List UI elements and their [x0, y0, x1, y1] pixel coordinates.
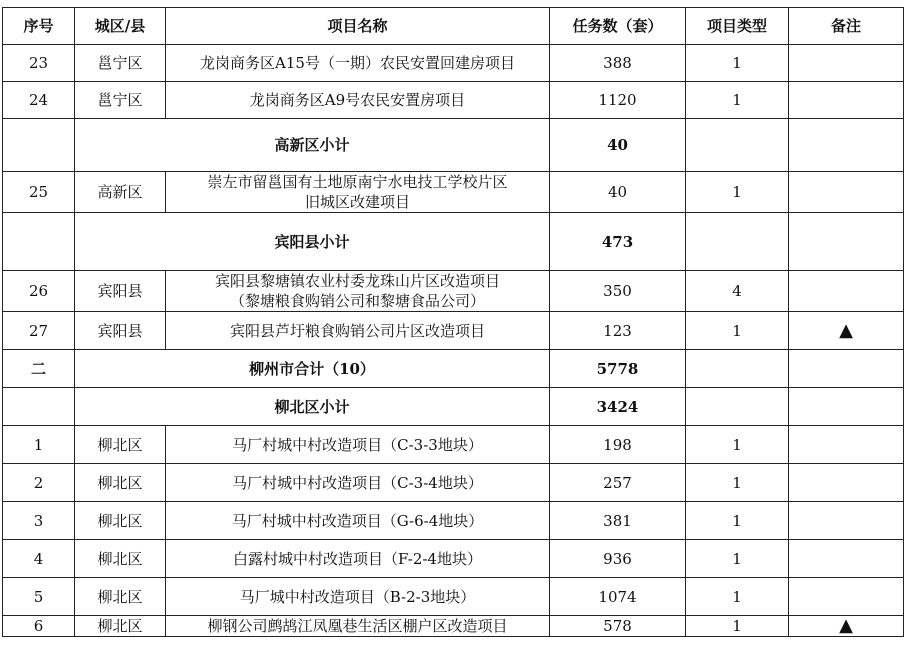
remark-cell: [789, 578, 904, 616]
name-line: 宾阳县黎塘镇农业村委龙珠山片区改造项目: [214, 272, 500, 290]
header-type: 项目类型: [686, 8, 789, 45]
name-cell: [166, 464, 550, 502]
type-cell: 1: [686, 45, 789, 82]
type-cell: [686, 119, 789, 172]
type-cell: 1: [686, 82, 789, 119]
name-cell: [166, 426, 550, 464]
header-seq: 序号: [3, 8, 75, 45]
district-cell: 柳北区: [75, 464, 166, 502]
tasks-cell: 198: [550, 426, 686, 464]
district-cell: 柳北区: [75, 540, 166, 578]
subtotal-row: [3, 388, 904, 426]
seq-cell: 2: [3, 464, 75, 502]
subtotal-label: 高新区小计: [75, 119, 550, 172]
name-line: 崇左市留邕国有土地原南宁水电技工学校片区: [207, 173, 508, 191]
name-line: 龙岗商务区A15号（一期）农民安置回建房项目: [200, 54, 515, 72]
seq-cell: 6: [3, 616, 75, 637]
name-cell: [166, 82, 550, 119]
name-cell: [166, 616, 550, 637]
table-body: [3, 45, 904, 637]
header-name: 项目名称: [166, 8, 550, 45]
name-line: 马厂村城中村改造项目（C-3-3地块）: [232, 435, 483, 454]
type-cell: 1: [686, 616, 789, 637]
seq-cell: 1: [3, 426, 75, 464]
tasks-cell: 381: [550, 502, 686, 540]
header-remark: 备注: [789, 8, 904, 45]
seq-cell: [3, 119, 75, 172]
district-cell: 邕宁区: [75, 82, 166, 119]
name-cell: [166, 271, 550, 312]
remark-cell: [789, 388, 904, 426]
name-cell: [166, 578, 550, 616]
remark-cell: [789, 82, 904, 119]
type-cell: 1: [686, 502, 789, 540]
type-cell: 1: [686, 172, 789, 213]
header-tasks: 任务数（套）: [550, 8, 686, 45]
subtotal-row: [3, 213, 904, 271]
total-label: 柳州市合计（10）: [75, 350, 550, 388]
total-seq: 二: [3, 350, 75, 388]
table-row: [3, 502, 904, 540]
type-cell: [686, 388, 789, 426]
name-line: 旧城区改建项目: [304, 193, 410, 211]
tasks-cell: 350: [550, 271, 686, 312]
remark-cell: [789, 426, 904, 464]
table-row: [3, 172, 904, 213]
subtotal-tasks: 3424: [550, 388, 686, 426]
remark-cell: [789, 350, 904, 388]
name-line: 宾阳县芦圩粮食购销公司片区改造项目: [229, 321, 485, 340]
subtotal-label: 柳北区小计: [75, 388, 550, 426]
name-line: 柳钢公司鹧鸪江凤凰巷生活区棚户区改造项目: [207, 617, 508, 635]
type-cell: 1: [686, 540, 789, 578]
seq-cell: 26: [3, 271, 75, 312]
seq-cell: [3, 388, 75, 426]
remark-cell: [789, 502, 904, 540]
district-cell: 柳北区: [75, 502, 166, 540]
table-row: [3, 578, 904, 616]
name-line: 马厂村城中村改造项目（G-6-4地块）: [231, 511, 484, 530]
remark-cell: [789, 271, 904, 312]
tasks-cell: 1120: [550, 82, 686, 119]
header-district: 城区/县: [75, 8, 166, 45]
type-cell: 4: [686, 271, 789, 312]
district-cell: 柳北区: [75, 426, 166, 464]
seq-cell: 4: [3, 540, 75, 578]
type-cell: [686, 350, 789, 388]
seq-cell: 25: [3, 172, 75, 213]
subtotal-tasks: 40: [550, 119, 686, 172]
name-line: （黎塘粮食购销公司和黎塘食品公司）: [229, 292, 485, 310]
seq-cell: 23: [3, 45, 75, 82]
remark-cell: [789, 540, 904, 578]
table-row: [3, 464, 904, 502]
total-row: [3, 350, 904, 388]
seq-cell: 5: [3, 578, 75, 616]
table-row: [3, 616, 904, 637]
tasks-cell: 257: [550, 464, 686, 502]
seq-cell: 27: [3, 312, 75, 350]
name-cell: [166, 312, 550, 350]
district-cell: 邕宁区: [75, 45, 166, 82]
name-line: 马厂村城中村改造项目（C-3-4地块）: [232, 473, 483, 492]
tasks-cell: 388: [550, 45, 686, 82]
remark-cell: [789, 45, 904, 82]
name-cell: [166, 540, 550, 578]
seq-cell: 24: [3, 82, 75, 119]
type-cell: 1: [686, 312, 789, 350]
table-row: [3, 82, 904, 119]
tasks-cell: 123: [550, 312, 686, 350]
district-cell: 柳北区: [75, 578, 166, 616]
table-row: [3, 540, 904, 578]
tasks-cell: 40: [550, 172, 686, 213]
housing-project-table: [2, 7, 904, 637]
seq-cell: [3, 213, 75, 271]
district-cell: 高新区: [75, 172, 166, 213]
remark-cell: [789, 464, 904, 502]
name-cell: [166, 45, 550, 82]
remark-cell: [789, 119, 904, 172]
type-cell: [686, 213, 789, 271]
tasks-cell: 936: [550, 540, 686, 578]
name-line: 马厂城中村改造项目（B-2-3地块）: [239, 587, 476, 606]
table-row: [3, 45, 904, 82]
tasks-cell: 578: [550, 616, 686, 637]
tasks-cell: 1074: [550, 578, 686, 616]
total-tasks: 5778: [550, 350, 686, 388]
seq-cell: 3: [3, 502, 75, 540]
subtotal-row: [3, 119, 904, 172]
remark-cell: ▲: [789, 616, 904, 637]
subtotal-tasks: 473: [550, 213, 686, 271]
remark-cell: [789, 172, 904, 213]
name-cell: [166, 172, 550, 213]
table-row: [3, 312, 904, 350]
name-line: 白露村城中村改造项目（F-2-4地块）: [233, 549, 482, 568]
type-cell: 1: [686, 464, 789, 502]
district-cell: 宾阳县: [75, 271, 166, 312]
header-row: [3, 8, 904, 45]
table-row: [3, 426, 904, 464]
type-cell: 1: [686, 578, 789, 616]
type-cell: 1: [686, 426, 789, 464]
subtotal-label: 宾阳县小计: [75, 213, 550, 271]
district-cell: 柳北区: [75, 616, 166, 637]
table-row: [3, 271, 904, 312]
name-line: 龙岗商务区A9号农民安置房项目: [249, 91, 466, 109]
remark-cell: [789, 213, 904, 271]
remark-cell: ▲: [789, 312, 904, 350]
name-cell: [166, 502, 550, 540]
district-cell: 宾阳县: [75, 312, 166, 350]
